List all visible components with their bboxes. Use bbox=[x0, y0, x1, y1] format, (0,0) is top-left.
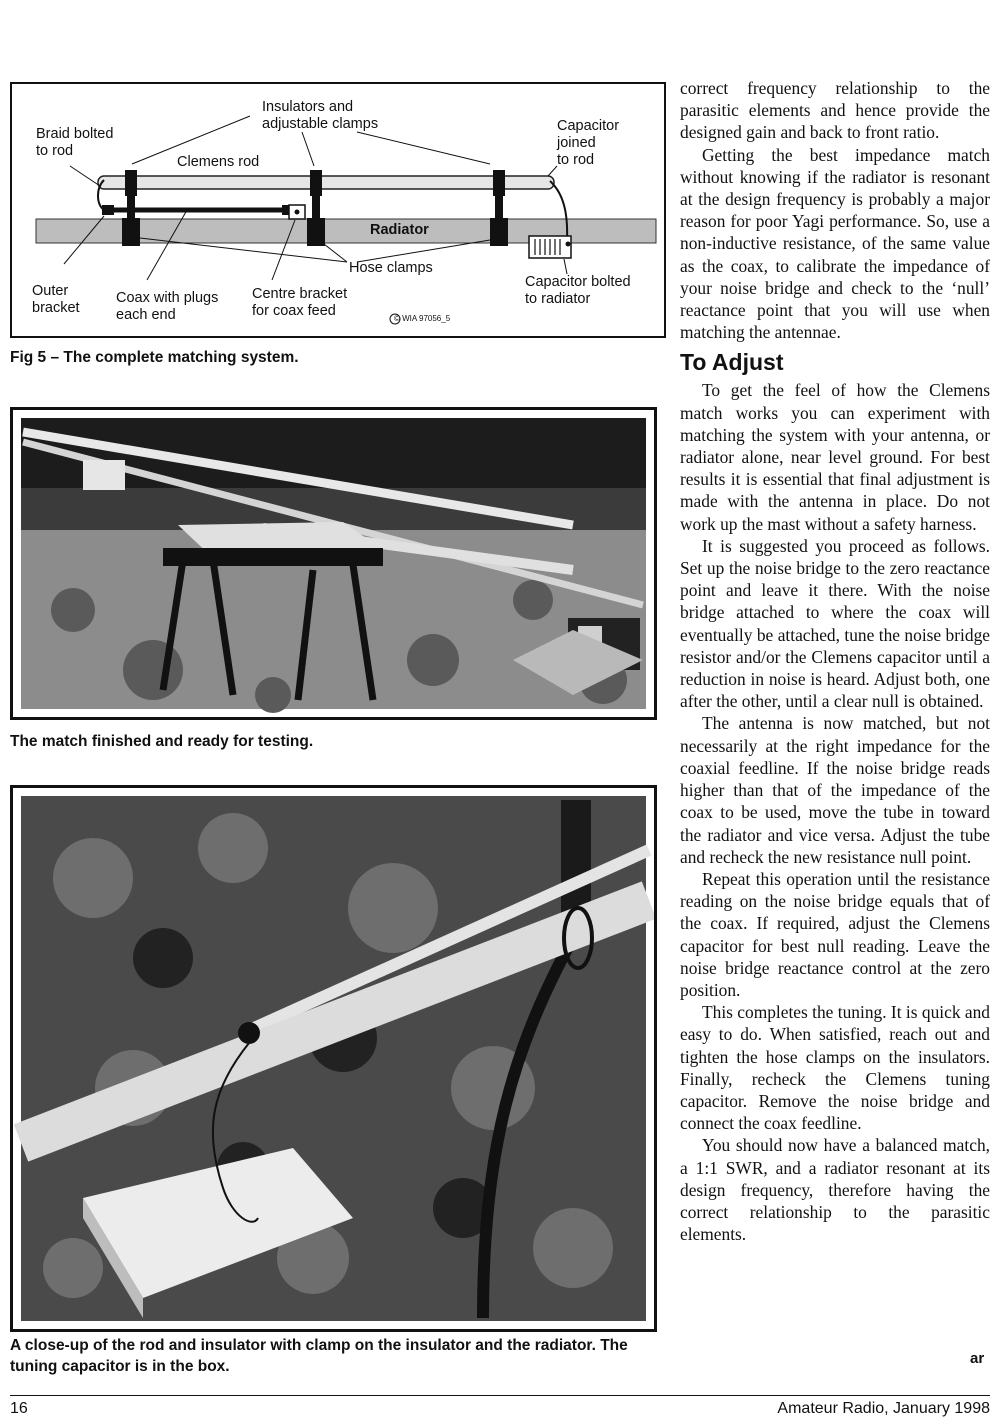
label-radiator: Radiator bbox=[370, 222, 429, 238]
label-hose-clamps: Hose clamps bbox=[349, 260, 433, 276]
label-braid: Braid bolted to rod bbox=[36, 126, 114, 159]
photo1-caption: The match finished and ready for testing. bbox=[10, 733, 314, 750]
hose-clamp-3 bbox=[490, 218, 508, 246]
label-capacitor-bolted: Capacitor bolted to radiator bbox=[525, 274, 631, 307]
figure-5-diagram bbox=[10, 82, 666, 338]
article-paragraph: This completes the tuning. It is quick and easy to do. When satisfied, reach out and tighten the hose clamps on the insulators. Finally, recheck the Clemens tuning capacitor. Remove the noise bridge and connect the coax feedline. bbox=[680, 1002, 990, 1134]
label-coax-plugs: Coax with plugs each end bbox=[116, 290, 219, 323]
photo-match-ready-image bbox=[13, 410, 654, 717]
photo-closeup-rod-image bbox=[13, 788, 654, 1329]
label-clemens-rod: Clemens rod bbox=[177, 154, 260, 170]
publication-footer: Amateur Radio, January 1998 bbox=[777, 1400, 990, 1417]
end-mark: ar bbox=[970, 1350, 985, 1367]
label-centre-bracket: Centre bracket for coax feed bbox=[252, 286, 348, 319]
article-paragraph: It is suggested you proceed as follows. Set up the noise bridge to the zero reactance point and leave it there. With the noise bridge attached to where the coax will eventually be attached, tune the noise bridge resistor and/or the Clemens capacitor until a reduction in noise is heard. Adjust both, one after the other, until a clear null is obtained. bbox=[680, 535, 990, 712]
article-paragraph: correct frequency relationship to the parasitic elements and hence provide the designed gain and back to front ratio. bbox=[680, 78, 990, 143]
article-paragraph: To get the feel of how the Clemens match works you can experiment with matching the system with your antenna, or radiator alone, near level ground. For best results it is essential that final adjustment is made with the antenna in place. Do not work up the mast without a safety harness. bbox=[680, 380, 990, 534]
section-heading: To Adjust bbox=[680, 349, 784, 376]
label-outer-bracket: Outer bracket bbox=[32, 283, 80, 316]
hose-clamp-2 bbox=[307, 218, 325, 246]
footer-rule bbox=[10, 1395, 990, 1396]
article-paragraph: Getting the best impedance match without knowing if the radiator is resonant at the design frequency is probably a major reason for poor Yagi performance. So, use a non-inductive resistance, of the same value as the coax, to calibrate the impedance of your noise bridge and check to the ‘null’ reactance point that you will use when matching the antennae. bbox=[680, 144, 990, 343]
photo-match-ready bbox=[10, 407, 657, 720]
photo-closeup-rod bbox=[10, 785, 657, 1332]
article-text-column bbox=[680, 77, 990, 1245]
clemens-rod bbox=[98, 176, 554, 189]
page-number: 16 bbox=[10, 1400, 28, 1417]
label-insulators: Insulators and adjustable clamps bbox=[262, 99, 379, 132]
article-paragraph: The antenna is now matched, but not necessarily at the right impedance for the coaxial feedline. If the noise bridge reads higher than that of the impedance of the coax to be used, move the tube in toward the radiator and vice versa. Adjust the tube and recheck the new resistance null point. bbox=[680, 713, 990, 867]
figure-5-caption: Fig 5 – The complete matching system. bbox=[10, 349, 299, 366]
hose-clamp-1 bbox=[122, 218, 140, 246]
photo2-caption: A close-up of the rod and insulator with clamp on the insulator and the radiator. The tuning capacitor is in the box. bbox=[10, 1337, 628, 1375]
article-paragraph: You should now have a balanced match, a 1:1 SWR, and a radiator resonant at its design frequency, therefore having the correct relationship to the parasitic elements. bbox=[680, 1135, 990, 1245]
label-capacitor-joined: Capacitor joined to rod bbox=[557, 118, 620, 168]
article-paragraph: Repeat this operation until the resistance reading on the noise bridge equals that of the coax. If required, adjust the Clemens capacitor for best null reading. Leave the noise bridge reactance control at the zero position. bbox=[680, 868, 990, 1000]
label-copyright: © WIA 97056_5 bbox=[394, 314, 451, 323]
